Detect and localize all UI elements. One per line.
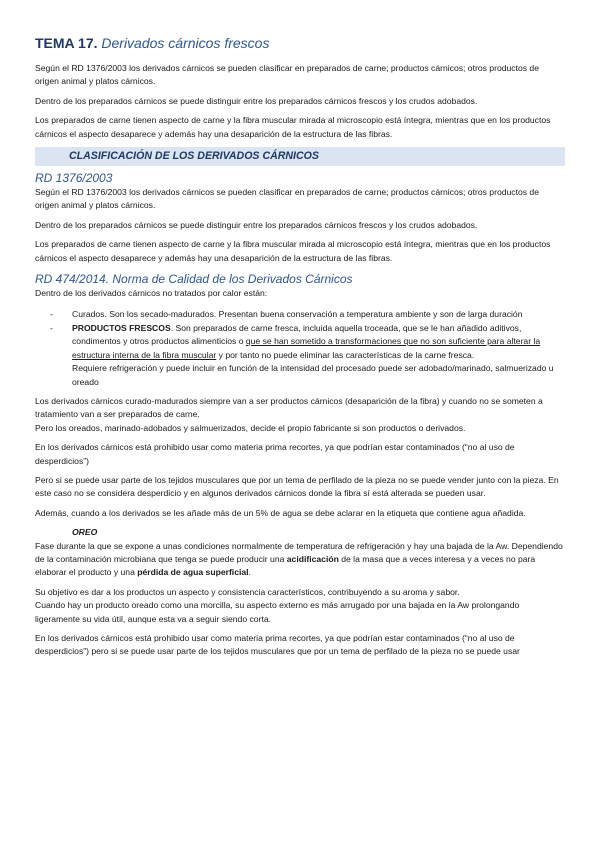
list-dash: - (50, 322, 53, 333)
oreo-p1-b: de la masa que a veces interesa y a veces no para elaborar el producto y una (35, 553, 536, 578)
frescos-text-1: . Son preparados de carne fresca, incluida aquella troceada, que se le han añadido aditivos, condimentos y otros productos alimenticios o (72, 322, 522, 347)
rd1376-heading: RD 1376/2003 (35, 171, 113, 186)
intro-paragraph-2: Dentro de los preparados cárnicos se puede distinguir entre los preparados cárnicos frescos y los crudos adobados. (35, 95, 478, 106)
list-item-curados (35, 308, 565, 321)
oreo-paragraph-1 (35, 540, 565, 580)
oreo-p1-bold-2: pérdida de agua superficial (137, 567, 249, 578)
rd474-lead: Dentro de los derivados cárnicos no tratados por calor están: (35, 288, 268, 299)
list-item-frescos (35, 322, 565, 389)
product-list (35, 308, 565, 388)
oreo-p1-bold-1: acidificación (286, 553, 339, 564)
oreo-heading: OREO (72, 527, 98, 538)
page-title (35, 34, 565, 52)
rd1376-paragraph-1: Según el RD 1376/2003 los derivados cárnicos se pueden clasificar en preparados de carne; productos cárnicos; otros productos de origen animal y platos cárnicos. (35, 187, 539, 211)
section-heading-bar: CLASIFICACIÓN DE LOS DERIVADOS CÁRNICOS (35, 147, 565, 166)
frescos-bold: PRODUCTOS FRESCOS (72, 322, 171, 333)
document-page (35, 34, 565, 665)
intro-paragraph-1: Según el RD 1376/2003 los derivados cárnicos se pueden clasificar en preparados de carne; productos cárnicos; otros productos de origen animal y platos cárnicos. (35, 63, 539, 87)
oreo-paragraph-3: Cuando hay un producto oreado como una morcilla, su aspecto externo es más arrugado por una bajada en la Aw prolongando ligeramente su vida útil, aunque esta va a seguir siendo corta. (35, 600, 520, 624)
rd1376-paragraph-2: Dentro de los preparados cárnicos se puede distinguir entre los preparados cárnicos frescos y los crudos adobados. (35, 219, 478, 230)
title-number: TEMA 17. (35, 35, 98, 51)
rd474-heading: RD 474/2014. Norma de Calidad de los Derivados Cárnicos (35, 272, 353, 287)
frescos-text-2: y por tanto no puede eliminar las características de la carne fresca. (216, 349, 475, 360)
oreo-paragraph-2: Su objetivo es dar a los productos un aspecto y consistencia característicos, contribuyendo a su aroma y sabor. (35, 586, 460, 597)
after-paragraph-5: Además, cuando a los derivados se les añade más de un 5% de agua se debe aclarar en la etiqueta que contiene agua añadida. (35, 507, 526, 518)
title-subtitle: Derivados cárnicos frescos (101, 35, 270, 51)
list-dash: - (50, 309, 53, 320)
frescos-text-3: Requiere refrigeración y puede incluir en función de la intensidad del procesado puede ser adobado/marinado, salmuerizado u oreado (72, 363, 554, 387)
oreo-p1-c: . (248, 567, 251, 578)
curados-text: Curados. Son los secado-madurados. Presentan buena conservación a temperatura ambiente y son de larga duración (72, 309, 523, 320)
intro-paragraph-3: Los preparados de carne tienen aspecto de carne y la fibra muscular mirada al microscopio está íntegra, mientras que en los productos cárnicos el aspecto desaparece y además hay una desaparición de la estructura de las fibras. (35, 115, 551, 139)
frescos-underlined: que se han sometido a transformaciones que no son suficiente para alterar la estructura interna de la fibra muscular (72, 336, 541, 360)
after-paragraph-1: Los derivados cárnicos curado-madurados siempre van a ser productos cárnicos (desaparición de la fibra) y cuando no se someten a tratamiento van a ser preparados de carne. (35, 395, 543, 420)
after-paragraph-3: En los derivados cárnicos está prohibido usar como materia prima recortes, ya que podrían estar contaminados (“no al uso de desperdicios”) (35, 442, 515, 466)
oreo-p1-a: Fase durante la que se expone a unas condiciones normalmente de temperatura de refrigeración y hay una bajada de la Aw. Dependiendo de la contaminación microbiana que tenga se puede producir una (35, 540, 563, 564)
after-paragraph-2: Pero los oreados, marinado-adobados y salmuerizados, decide el propio fabricante si son productos o derivados. (35, 422, 466, 433)
rd1376-paragraph-3: Los preparados de carne tienen aspecto de carne y la fibra muscular mirada al microscopio está íntegra, mientras que en los productos cárnicos el aspecto desaparece y además hay una desaparición de la estructura de las fibras. (35, 239, 551, 263)
after-paragraph-4: Pero si se puede usar parte de los tejidos musculares que por un tema de perfilado de la pieza no se puede vender junto con la pieza. En este caso no se considera desperdicio y en algunos derivados cárnicos donde la fibra sí está alterada se pueden usar. (35, 474, 559, 499)
oreo-paragraph-4: En los derivados cárnicos está prohibido usar como materia prima recortes, ya que podrían estar contaminados (“no al uso de desperdicios”) pero si se puede usar parte de los tejidos musculares que por un tema de perfilado de la pieza no se puede usar (35, 633, 520, 657)
